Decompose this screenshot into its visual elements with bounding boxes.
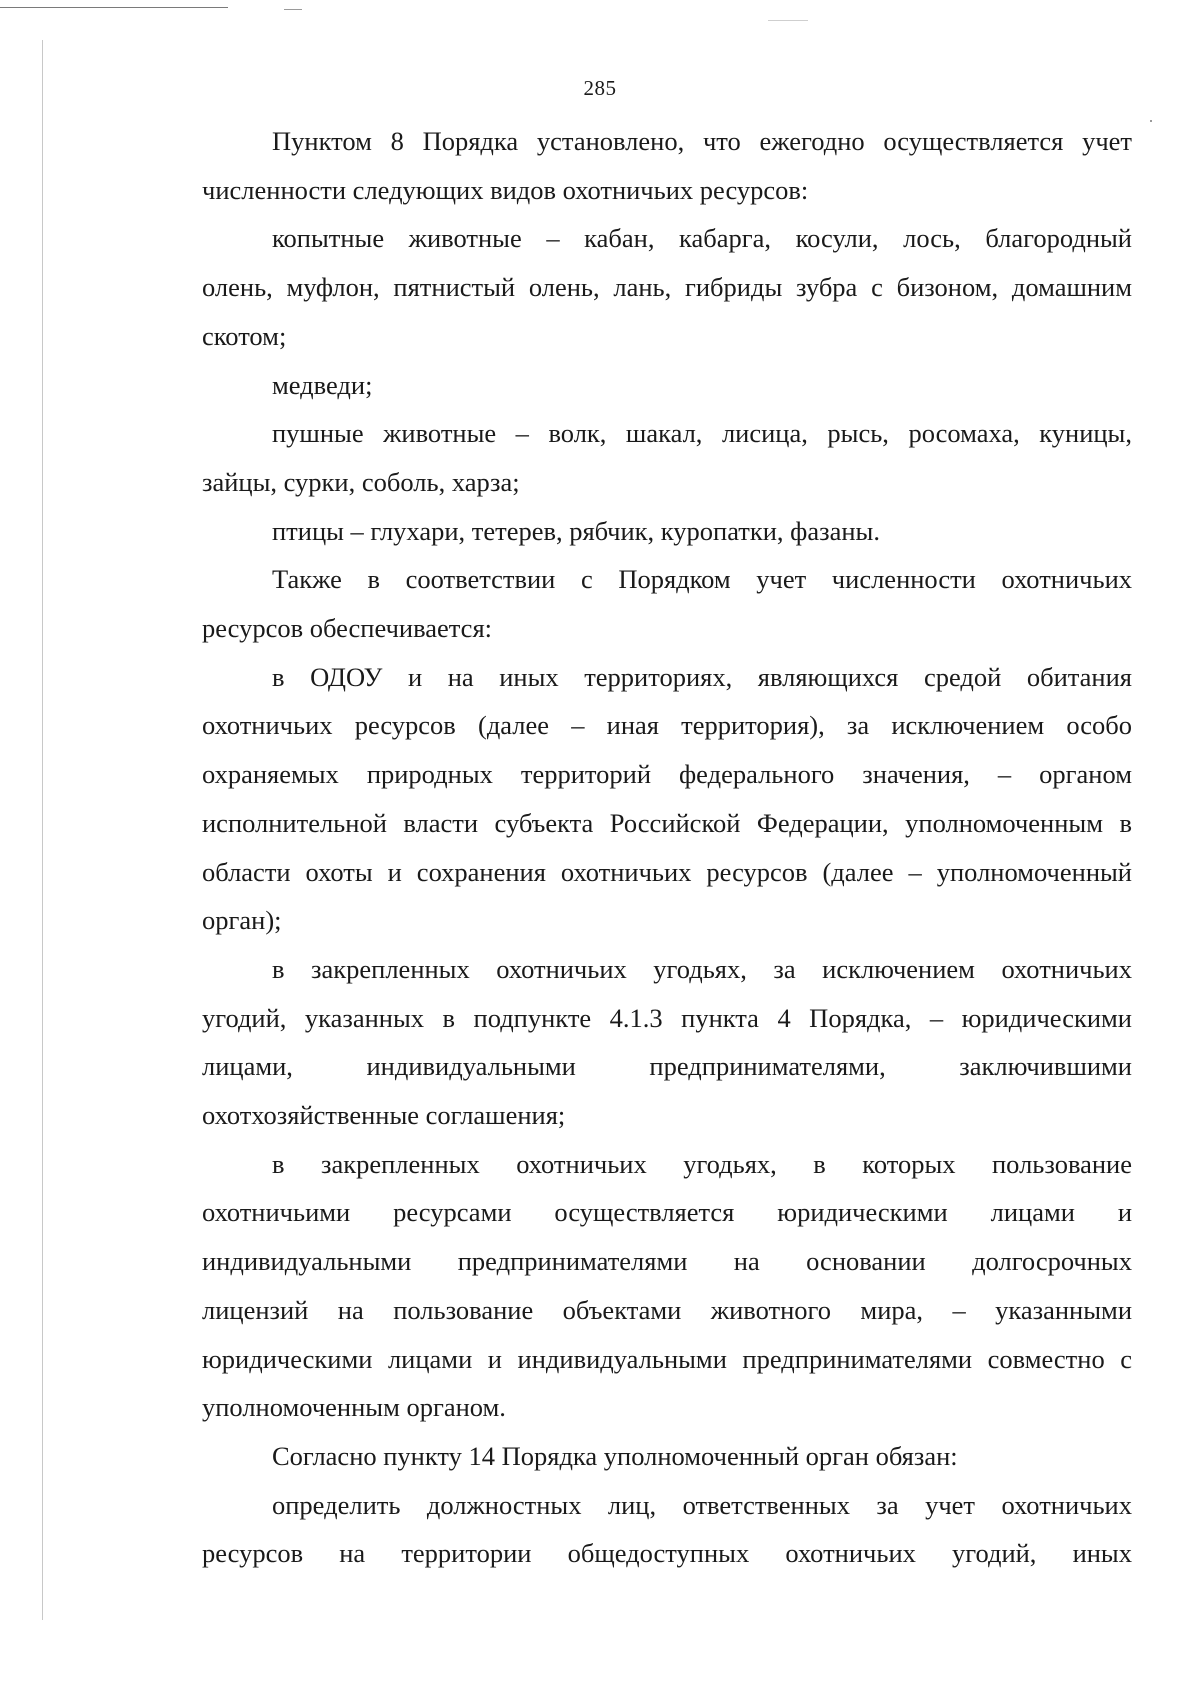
paragraph bbox=[202, 117, 1132, 214]
paragraph bbox=[202, 1432, 1132, 1481]
text-line: численности следующих видов охотничьих ресурсов: bbox=[202, 174, 809, 205]
text-line: птицы – глухари, тетерев, рябчик, куропатки, фазаны. bbox=[272, 515, 880, 546]
paragraph bbox=[202, 409, 1132, 506]
text-line: Пунктом 8 Порядка установлено, что ежегодно осуществляется учет bbox=[272, 126, 1132, 156]
paragraph bbox=[202, 507, 1132, 556]
scan-artifact-dot bbox=[1150, 120, 1152, 122]
text-line: уполномоченным органом. bbox=[202, 1392, 506, 1423]
text-line: юридическими лицами и индивидуальными предпринимателями совместно с bbox=[202, 1343, 1132, 1374]
paragraph bbox=[202, 653, 1132, 945]
scan-artifact-left-edge bbox=[42, 40, 43, 1620]
text-line: охотхозяйственные соглашения; bbox=[202, 1100, 566, 1131]
text-line: области охоты и сохранения охотничьих ресурсов (далее – уполномоченный bbox=[202, 856, 1132, 887]
text-line: олень, муфлон, пятнистый олень, лань, гибриды зубра с бизоном, домашним bbox=[202, 272, 1132, 303]
document-body bbox=[202, 117, 1132, 1578]
text-line: ресурсов обеспечивается: bbox=[202, 613, 492, 644]
text-line: в закрепленных охотничьих угодьях, за исключением охотничьих bbox=[272, 953, 1132, 984]
text-line: исполнительной власти субъекта Российской Федерации, уполномоченным в bbox=[202, 807, 1132, 838]
scan-artifact-speck bbox=[768, 20, 808, 21]
scan-artifact-top-rule bbox=[0, 7, 228, 8]
text-line: угодий, указанных в подпункте 4.1.3 пункта 4 Порядка, – юридическими bbox=[202, 1002, 1132, 1033]
text-line: лицами, индивидуальными предпринимателями, заключившими bbox=[202, 1051, 1132, 1082]
paragraph bbox=[202, 945, 1132, 1140]
text-line: медведи; bbox=[272, 369, 373, 400]
text-line: ресурсов на территории общедоступных охотничьих угодий, иных bbox=[202, 1538, 1132, 1569]
paragraph bbox=[202, 361, 1132, 410]
text-line: охотничьих ресурсов (далее – иная территория), за исключением особо bbox=[202, 710, 1132, 741]
text-line: лицензий на пользование объектами животного мира, – указанными bbox=[202, 1294, 1132, 1325]
text-line: скотом; bbox=[202, 320, 287, 351]
text-line: индивидуальными предпринимателями на основании долгосрочных bbox=[202, 1246, 1132, 1277]
paragraph bbox=[202, 555, 1132, 652]
text-line: охотничьими ресурсами осуществляется юридическими лицами и bbox=[202, 1197, 1132, 1228]
text-line: в ОДОУ и на иных территориях, являющихся средой обитания bbox=[272, 661, 1132, 692]
paragraph bbox=[202, 214, 1132, 360]
text-line: пушные животные – волк, шакал, лисица, рысь, росомаха, куницы, bbox=[272, 418, 1132, 449]
page-number: 285 bbox=[583, 76, 617, 100]
paragraph bbox=[202, 1140, 1132, 1432]
text-line: Согласно пункту 14 Порядка уполномоченный орган обязан: bbox=[272, 1440, 958, 1471]
text-line: определить должностных лиц, ответственных за учет охотничьих bbox=[272, 1489, 1132, 1520]
text-line: Также в соответствии с Порядком учет численности охотничьих bbox=[272, 564, 1132, 595]
text-line: зайцы, сурки, соболь, харза; bbox=[202, 466, 520, 497]
paragraph bbox=[202, 1481, 1132, 1578]
text-line: орган); bbox=[202, 905, 282, 936]
scan-artifact-dash bbox=[284, 9, 302, 10]
text-line: охраняемых природных территорий федерального значения, – органом bbox=[202, 759, 1132, 790]
text-line: в закрепленных охотничьих угодьях, в которых пользование bbox=[272, 1148, 1132, 1179]
text-line: копытные животные – кабан, кабарга, косули, лось, благородный bbox=[272, 223, 1132, 254]
